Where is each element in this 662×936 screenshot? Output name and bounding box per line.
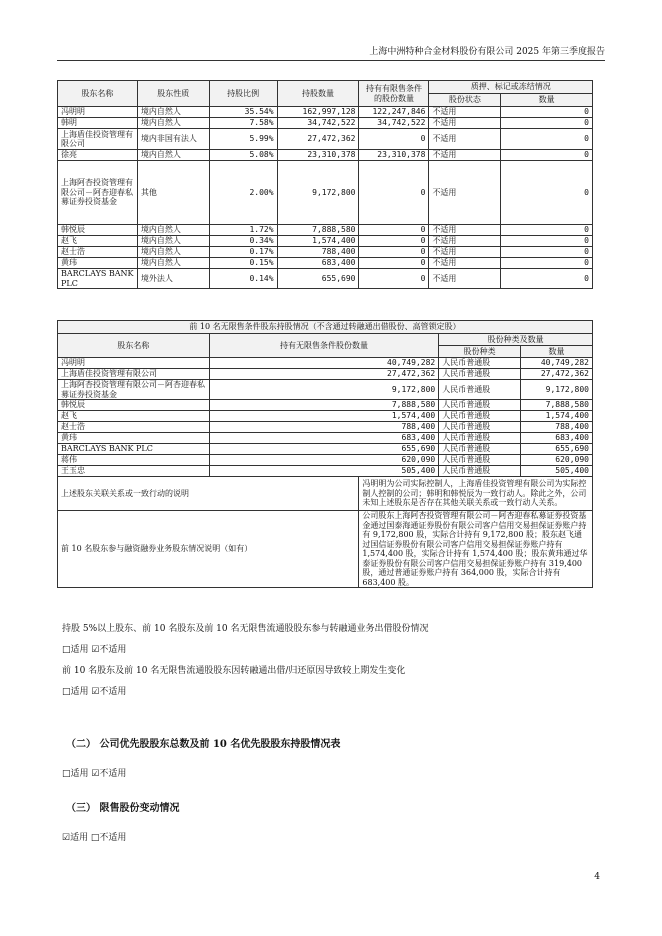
share-status-cell: 不适用 — [429, 129, 501, 150]
table-row — [58, 466, 593, 477]
restricted-qty-cell: 0 — [359, 258, 429, 269]
u-unrestricted-qty-cell: 788,400 — [209, 422, 439, 433]
holding-qty-cell: 27,472,362 — [277, 129, 359, 150]
u-share-type-cell: 人民币普通股 — [439, 369, 521, 380]
shareholder-nature-cell: 境内自然人 — [137, 150, 209, 161]
note-lending-question: 持股 5%以上股东、前 10 名股东及前 10 名无限售流通股股东参与转融通业务出借股份情况 — [62, 624, 429, 634]
table-row — [58, 118, 593, 129]
col-restricted-qty: 持有有限售条件的股份数量 — [359, 81, 429, 107]
u-share-type-cell: 人民币普通股 — [439, 466, 521, 477]
shareholder-nature-cell: 境内自然人 — [137, 225, 209, 236]
pledge-amount-cell: 0 — [501, 236, 593, 247]
shareholder-nature-cell: 境外法人 — [137, 269, 209, 289]
restricted-qty-cell: 122,247,846 — [359, 107, 429, 118]
share-status-cell: 不适用 — [429, 161, 501, 225]
u-shareholder-name-cell: 韩悦辰 — [58, 400, 210, 411]
u-unrestricted-qty-cell: 9,172,800 — [209, 380, 439, 400]
share-status-cell: 不适用 — [429, 247, 501, 258]
table-row — [58, 411, 593, 422]
pledge-amount-cell: 0 — [501, 247, 593, 258]
holding-ratio-cell: 0.14% — [209, 269, 277, 289]
table-row — [58, 422, 593, 433]
shareholder-name-cell: 赵飞 — [58, 236, 138, 247]
col-shareholder-name: 股东名称 — [58, 81, 138, 107]
share-status-cell: 不适用 — [429, 258, 501, 269]
u-amount-cell: 683,400 — [521, 433, 593, 444]
shareholder-nature-cell: 境内自然人 — [137, 107, 209, 118]
section-restricted-answer: ☑适用 □不适用 — [62, 833, 127, 843]
holding-ratio-cell: 0.17% — [209, 247, 277, 258]
restricted-qty-cell: 23,310,378 — [359, 150, 429, 161]
holding-ratio-cell: 5.99% — [209, 129, 277, 150]
u-amount-cell: 788,400 — [521, 422, 593, 433]
holding-qty-cell: 162,997,128 — [277, 107, 359, 118]
table-row — [58, 161, 593, 225]
u-shareholder-name-cell: 冯明明 — [58, 358, 210, 369]
shareholder-name-cell: 韩明 — [58, 118, 138, 129]
restricted-qty-cell: 0 — [359, 236, 429, 247]
holding-ratio-cell: 7.58% — [209, 118, 277, 129]
shareholder-nature-cell: 境内自然人 — [137, 236, 209, 247]
table-row — [58, 400, 593, 411]
pledge-amount-cell: 0 — [501, 269, 593, 289]
table-row — [58, 455, 593, 466]
restricted-qty-cell: 0 — [359, 225, 429, 236]
holding-ratio-cell: 0.34% — [209, 236, 277, 247]
u-unrestricted-qty-cell: 683,400 — [209, 433, 439, 444]
u-unrestricted-qty-cell: 27,472,362 — [209, 369, 439, 380]
u-share-type-cell: 人民币普通股 — [439, 422, 521, 433]
u-unrestricted-qty-cell: 620,090 — [209, 455, 439, 466]
pledge-amount-cell: 0 — [501, 225, 593, 236]
holding-qty-cell: 7,888,580 — [277, 225, 359, 236]
section-restricted-title: （三） 限售股份变动情况 — [66, 803, 180, 814]
col-holding-ratio: 持股比例 — [209, 81, 277, 107]
u-share-type-cell: 人民币普通股 — [439, 411, 521, 422]
restricted-qty-cell: 0 — [359, 129, 429, 150]
pledge-amount-cell: 0 — [501, 107, 593, 118]
holding-ratio-cell: 2.00% — [209, 161, 277, 225]
top-shareholders-table — [57, 80, 593, 289]
margin-trading-text: 公司股东上海阿杏投资管理有限公司－阿杏迎春私募证券投资基金通过国泰海通证券股份有限公司客户信用交易担保证券账户持有 9,172,800 股，实际合计持有 9,172,800 股；股东赵飞通过国信证券股份有限公司客户信用交易担保证券账户持有 1,574,400 股，实际合计持有 1,574,400 股；股东黄玮通过华泰证券股份有限公司客户信用交易担保证券账户持有 319,400 股，通过普通证券账户持有 364,000 股，实际合计持有 683,400 股。 — [359, 511, 593, 588]
unrestricted-table-title: 前 10 名无限售条件股东持股情况（不含通过转融通出借股份、高管锁定股） — [58, 321, 593, 334]
holding-qty-cell: 23,310,378 — [277, 150, 359, 161]
col-u-amount: 数量 — [521, 346, 593, 358]
table-row — [58, 129, 593, 150]
table-row — [58, 358, 593, 369]
note-change-question: 前 10 名股东及前 10 名无限售流通股股东因转融通出借/归还原因导致较上期发生变化 — [62, 666, 406, 676]
related-parties-text: 冯明明为公司实际控制人，上海盾佳投资管理有限公司为实际控制人控制的公司；韩明和韩悦辰为一致行动人。除此之外，公司未知上述股东是否存在其他关联关系或一致行动人关系。 — [359, 477, 593, 511]
note-lending-answer: □适用 ☑不适用 — [62, 645, 127, 655]
pledge-amount-cell: 0 — [501, 161, 593, 225]
holding-ratio-cell: 0.15% — [209, 258, 277, 269]
col-holding-qty: 持股数量 — [277, 81, 359, 107]
holding-qty-cell: 9,172,800 — [277, 161, 359, 225]
header-divider — [57, 60, 605, 61]
holding-qty-cell: 683,400 — [277, 258, 359, 269]
shareholder-name-cell: BARCLAYS BANK PLC — [58, 269, 138, 289]
col-u-type-group: 股份种类及数量 — [439, 334, 593, 346]
u-amount-cell: 40,749,282 — [521, 358, 593, 369]
col-pledge-group: 质押、标记或冻结情况 — [429, 81, 593, 94]
table-row — [58, 369, 593, 380]
u-share-type-cell: 人民币普通股 — [439, 380, 521, 400]
holding-ratio-cell: 1.72% — [209, 225, 277, 236]
share-status-cell: 不适用 — [429, 107, 501, 118]
share-status-cell: 不适用 — [429, 118, 501, 129]
shareholder-name-cell: 黄玮 — [58, 258, 138, 269]
u-shareholder-name-cell: 上海阿杏投资管理有限公司－阿杏迎春私募证券投资基金 — [58, 380, 210, 400]
u-shareholder-name-cell: 黄玮 — [58, 433, 210, 444]
u-amount-cell: 7,888,580 — [521, 400, 593, 411]
section-preferred-answer: □适用 ☑不适用 — [62, 769, 127, 779]
u-shareholder-name-cell: BARCLAYS BANK PLC — [58, 444, 210, 455]
table-row — [58, 107, 593, 118]
shareholder-name-cell: 徐亮 — [58, 150, 138, 161]
table-row — [58, 433, 593, 444]
pledge-amount-cell: 0 — [501, 118, 593, 129]
u-unrestricted-qty-cell: 1,574,400 — [209, 411, 439, 422]
shareholder-nature-cell: 境内自然人 — [137, 118, 209, 129]
u-amount-cell: 1,574,400 — [521, 411, 593, 422]
col-u-share-type: 股份种类 — [439, 346, 521, 358]
share-status-cell: 不适用 — [429, 225, 501, 236]
share-status-cell: 不适用 — [429, 236, 501, 247]
u-amount-cell: 655,690 — [521, 444, 593, 455]
shareholder-nature-cell: 境内非国有法人 — [137, 129, 209, 150]
u-shareholder-name-cell: 王玉忠 — [58, 466, 210, 477]
u-shareholder-name-cell: 赵士浩 — [58, 422, 210, 433]
u-share-type-cell: 人民币普通股 — [439, 433, 521, 444]
shareholder-name-cell: 韩悦辰 — [58, 225, 138, 236]
section-preferred-title: （二） 公司优先股股东总数及前 10 名优先股股东持股情况表 — [66, 739, 341, 750]
restricted-qty-cell: 0 — [359, 247, 429, 258]
col-u-unrestricted-qty: 持有无限售条件股份数量 — [209, 334, 439, 358]
shareholder-nature-cell: 其他 — [137, 161, 209, 225]
pledge-amount-cell: 0 — [501, 258, 593, 269]
holding-qty-cell: 788,400 — [277, 247, 359, 258]
u-unrestricted-qty-cell: 40,749,282 — [209, 358, 439, 369]
u-amount-cell: 505,400 — [521, 466, 593, 477]
u-unrestricted-qty-cell: 655,690 — [209, 444, 439, 455]
related-parties-label: 上述股东关联关系或一致行动的说明 — [58, 477, 359, 511]
table-row — [58, 380, 593, 400]
share-status-cell: 不适用 — [429, 269, 501, 289]
col-pledge-amount: 数量 — [501, 94, 593, 107]
u-shareholder-name-cell: 蒋伟 — [58, 455, 210, 466]
page-number: 4 — [594, 872, 600, 882]
holding-ratio-cell: 5.08% — [209, 150, 277, 161]
note-change-answer: □适用 ☑不适用 — [62, 687, 127, 697]
table-row — [58, 269, 593, 289]
u-shareholder-name-cell: 赵飞 — [58, 411, 210, 422]
col-share-status: 股份状态 — [429, 94, 501, 107]
u-amount-cell: 27,472,362 — [521, 369, 593, 380]
u-share-type-cell: 人民币普通股 — [439, 455, 521, 466]
u-shareholder-name-cell: 上海盾佳投资管理有限公司 — [58, 369, 210, 380]
shareholder-nature-cell: 境内自然人 — [137, 258, 209, 269]
table-row — [58, 444, 593, 455]
share-status-cell: 不适用 — [429, 150, 501, 161]
u-share-type-cell: 人民币普通股 — [439, 400, 521, 411]
shareholder-name-cell: 赵士浩 — [58, 247, 138, 258]
u-unrestricted-qty-cell: 7,888,580 — [209, 400, 439, 411]
unrestricted-shareholders-table — [57, 320, 593, 588]
pledge-amount-cell: 0 — [501, 150, 593, 161]
holding-qty-cell: 1,574,400 — [277, 236, 359, 247]
pledge-amount-cell: 0 — [501, 129, 593, 150]
table-row — [58, 247, 593, 258]
table-row — [58, 225, 593, 236]
margin-trading-label: 前 10 名股东参与融资融券业务股东情况说明（如有） — [58, 511, 359, 588]
holding-ratio-cell: 35.54% — [209, 107, 277, 118]
restricted-qty-cell: 0 — [359, 269, 429, 289]
report-header: 上海中洲特种合金材料股份有限公司 2025 年第三季度报告 — [369, 47, 605, 57]
u-amount-cell: 620,090 — [521, 455, 593, 466]
table-row — [58, 150, 593, 161]
col-u-shareholder-name: 股东名称 — [58, 334, 210, 358]
shareholder-name-cell: 上海盾佳投资管理有限公司 — [58, 129, 138, 150]
shareholder-name-cell: 上海阿杏投资管理有限公司－阿杏迎春私募证券投资基金 — [58, 161, 138, 225]
restricted-qty-cell: 34,742,522 — [359, 118, 429, 129]
holding-qty-cell: 34,742,522 — [277, 118, 359, 129]
col-shareholder-nature: 股东性质 — [137, 81, 209, 107]
u-share-type-cell: 人民币普通股 — [439, 444, 521, 455]
table-row — [58, 236, 593, 247]
shareholder-name-cell: 冯明明 — [58, 107, 138, 118]
u-share-type-cell: 人民币普通股 — [439, 358, 521, 369]
u-unrestricted-qty-cell: 505,400 — [209, 466, 439, 477]
u-amount-cell: 9,172,800 — [521, 380, 593, 400]
shareholder-nature-cell: 境内自然人 — [137, 247, 209, 258]
restricted-qty-cell: 0 — [359, 161, 429, 225]
holding-qty-cell: 655,690 — [277, 269, 359, 289]
table-row — [58, 258, 593, 269]
